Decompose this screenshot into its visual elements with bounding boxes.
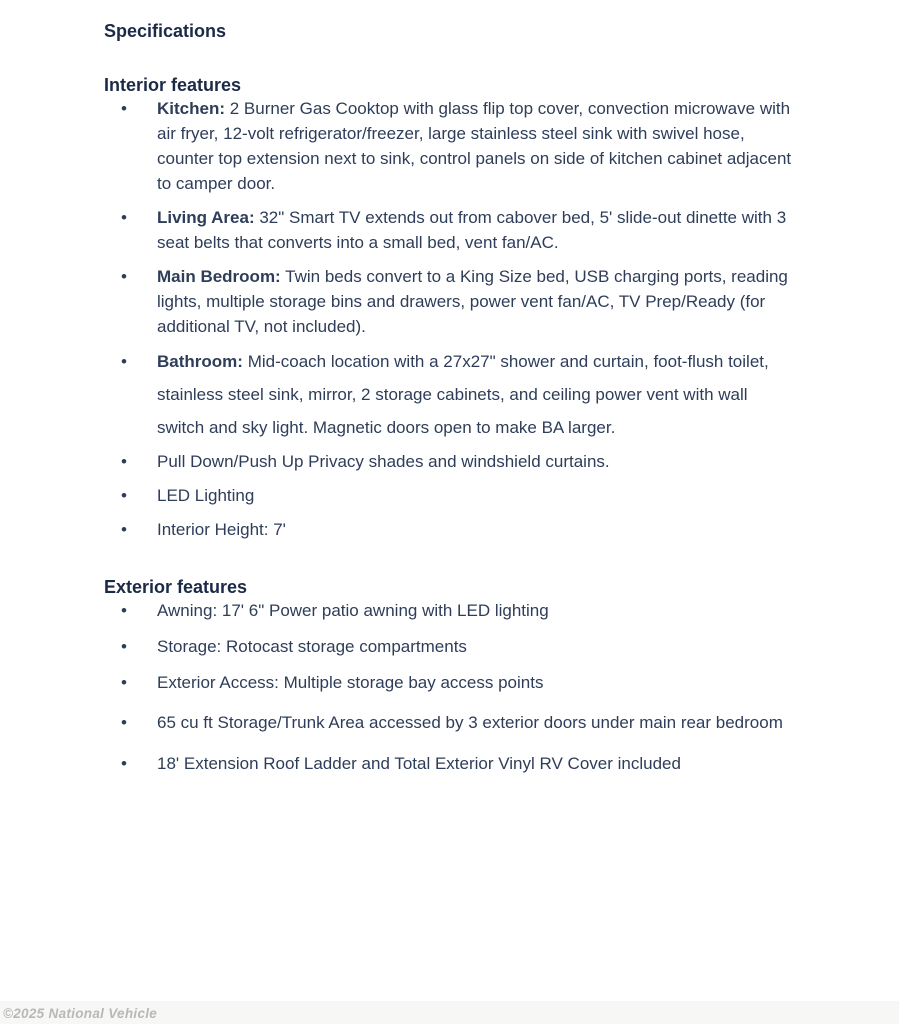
item-text: Storage: Rotocast storage compartments <box>157 637 467 656</box>
list-item <box>104 205 797 255</box>
item-text: 65 cu ft Storage/Trunk Area accessed by 3 exterior doors under main rear bedroom <box>157 713 783 732</box>
bullet-icon: • <box>121 267 127 286</box>
item-label: Kitchen: <box>157 99 225 118</box>
list-item <box>104 670 797 695</box>
item-text: Pull Down/Push Up Privacy shades and windshield curtains. <box>157 452 610 471</box>
bullet-icon: • <box>121 452 127 471</box>
section-heading-exterior: Exterior features <box>104 577 248 597</box>
bullet-icon: • <box>121 352 127 371</box>
list-item <box>104 483 797 508</box>
list-item <box>104 751 797 776</box>
bullet-icon: • <box>121 486 127 505</box>
item-label: Bathroom: <box>157 352 243 371</box>
list-item <box>104 517 797 542</box>
bullet-icon: • <box>121 637 127 656</box>
page-title: Specifications <box>104 21 227 41</box>
bullet-icon: • <box>121 99 127 118</box>
list-item <box>104 706 797 740</box>
item-text: Exterior Access: Multiple storage bay access points <box>157 673 544 692</box>
interior-features-list <box>104 96 797 542</box>
bullet-icon: • <box>121 713 127 732</box>
item-text: LED Lighting <box>157 486 255 505</box>
bullet-icon: • <box>121 520 127 539</box>
item-text: 18' Extension Roof Ladder and Total Exterior Vinyl RV Cover included <box>157 754 681 773</box>
bullet-icon: • <box>121 601 127 620</box>
list-item <box>104 598 797 623</box>
item-text: 2 Burner Gas Cooktop with glass flip top cover, convection microwave with air fryer, 12-volt refrigerator/freezer, large stainless steel sink with swivel hose, counter top extension next to sink, control panels on side of kitchen cabinet adjacent to camper door. <box>157 99 792 193</box>
section-heading-interior: Interior features <box>104 75 242 95</box>
list-item <box>104 345 797 444</box>
item-label: Living Area: <box>157 208 255 227</box>
item-text: Awning: 17' 6" Power patio awning with LED lighting <box>157 601 549 620</box>
item-text: Interior Height: 7' <box>157 520 286 539</box>
item-text: 32" Smart TV extends out from cabover bed, 5' slide-out dinette with 3 seat belts that converts into a small bed, vent fan/AC. <box>157 208 787 252</box>
bullet-icon: • <box>121 208 127 227</box>
exterior-features-list <box>104 598 797 776</box>
list-item <box>104 96 797 196</box>
bullet-icon: • <box>121 673 127 692</box>
item-text: Mid-coach location with a 27x27" shower and curtain, foot-flush toilet, stainless steel sink, mirror, 2 storage cabinets, and ceiling power vent with wall switch and sky light. Magnetic doors open to make BA larger. <box>157 352 769 437</box>
item-text: Twin beds convert to a King Size bed, USB charging ports, reading lights, multiple storage bins and drawers, power vent fan/AC, TV Prep/Ready (for additional TV, not included). <box>157 267 788 336</box>
list-item <box>104 449 797 474</box>
bullet-icon: • <box>121 754 127 773</box>
item-label: Main Bedroom: <box>157 267 281 286</box>
list-item <box>104 634 797 659</box>
copyright-watermark: ©2025 National Vehicle <box>3 1006 158 1021</box>
list-item <box>104 264 797 339</box>
